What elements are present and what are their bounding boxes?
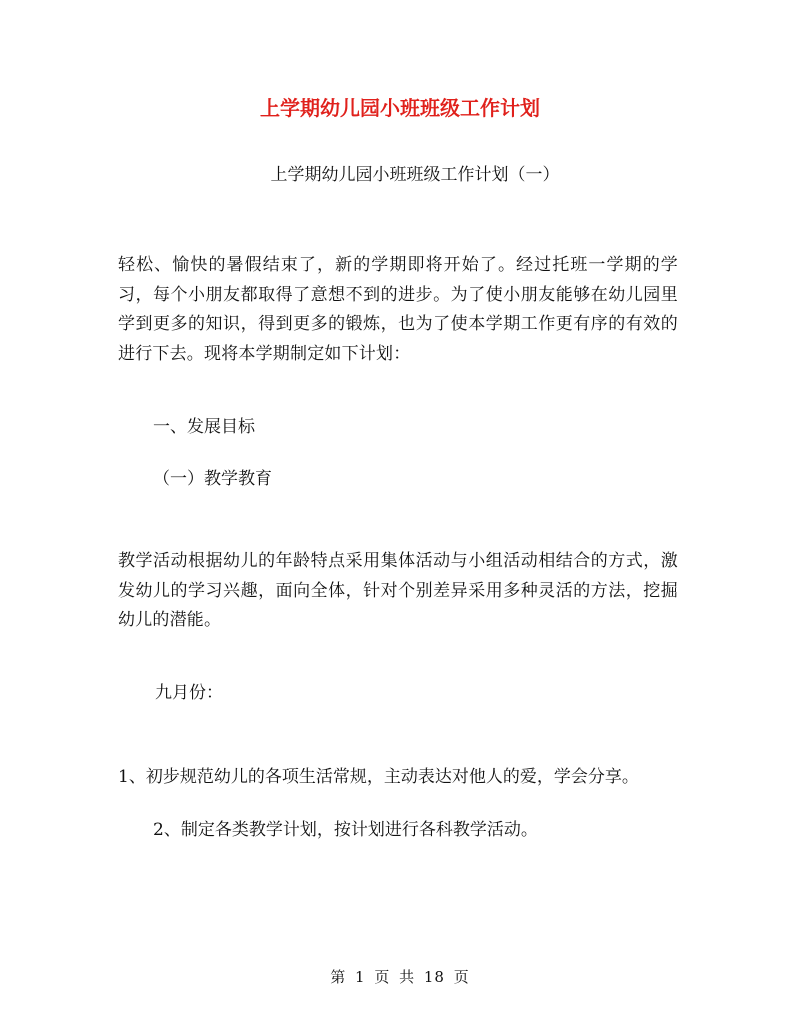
list-item-2: 2、制定各类教学计划，按计划进行各科教学活动。 [153, 820, 538, 840]
intro-paragraph: 轻松、愉快的暑假结束了，新的学期即将开始了。经过托班一学期的学习，每个小朋友都取得了意想不到的进步。为了使小朋友能够在幼儿园里学到更多的知识，得到更多的锻炼，也为了使本学期工作更有序的有效的进行下去。现将本学期制定如下计划： [118, 255, 678, 364]
page-number-footer: 第 1 页 共 18 页 [330, 968, 470, 986]
section-heading-goals: 一、发展目标 [153, 417, 255, 437]
month-heading: 九月份： [155, 683, 223, 703]
document-subtitle: 上学期幼儿园小班班级工作计划（一） [270, 165, 560, 185]
teaching-paragraph: 教学活动根据幼儿的年龄特点采用集体活动与小组活动相结合的方式，激发幼儿的学习兴趣，面向全体，针对个别差异采用多种灵活的方法，挖掘幼儿的潜能。 [118, 551, 678, 630]
subsection-heading-teaching: （一）教学教育 [153, 469, 272, 489]
list-item-1: 1、初步规范幼儿的各项生活常规，主动表达对他人的爱，学会分享。 [118, 767, 639, 787]
document-title: 上学期幼儿园小班班级工作计划 [260, 96, 540, 120]
